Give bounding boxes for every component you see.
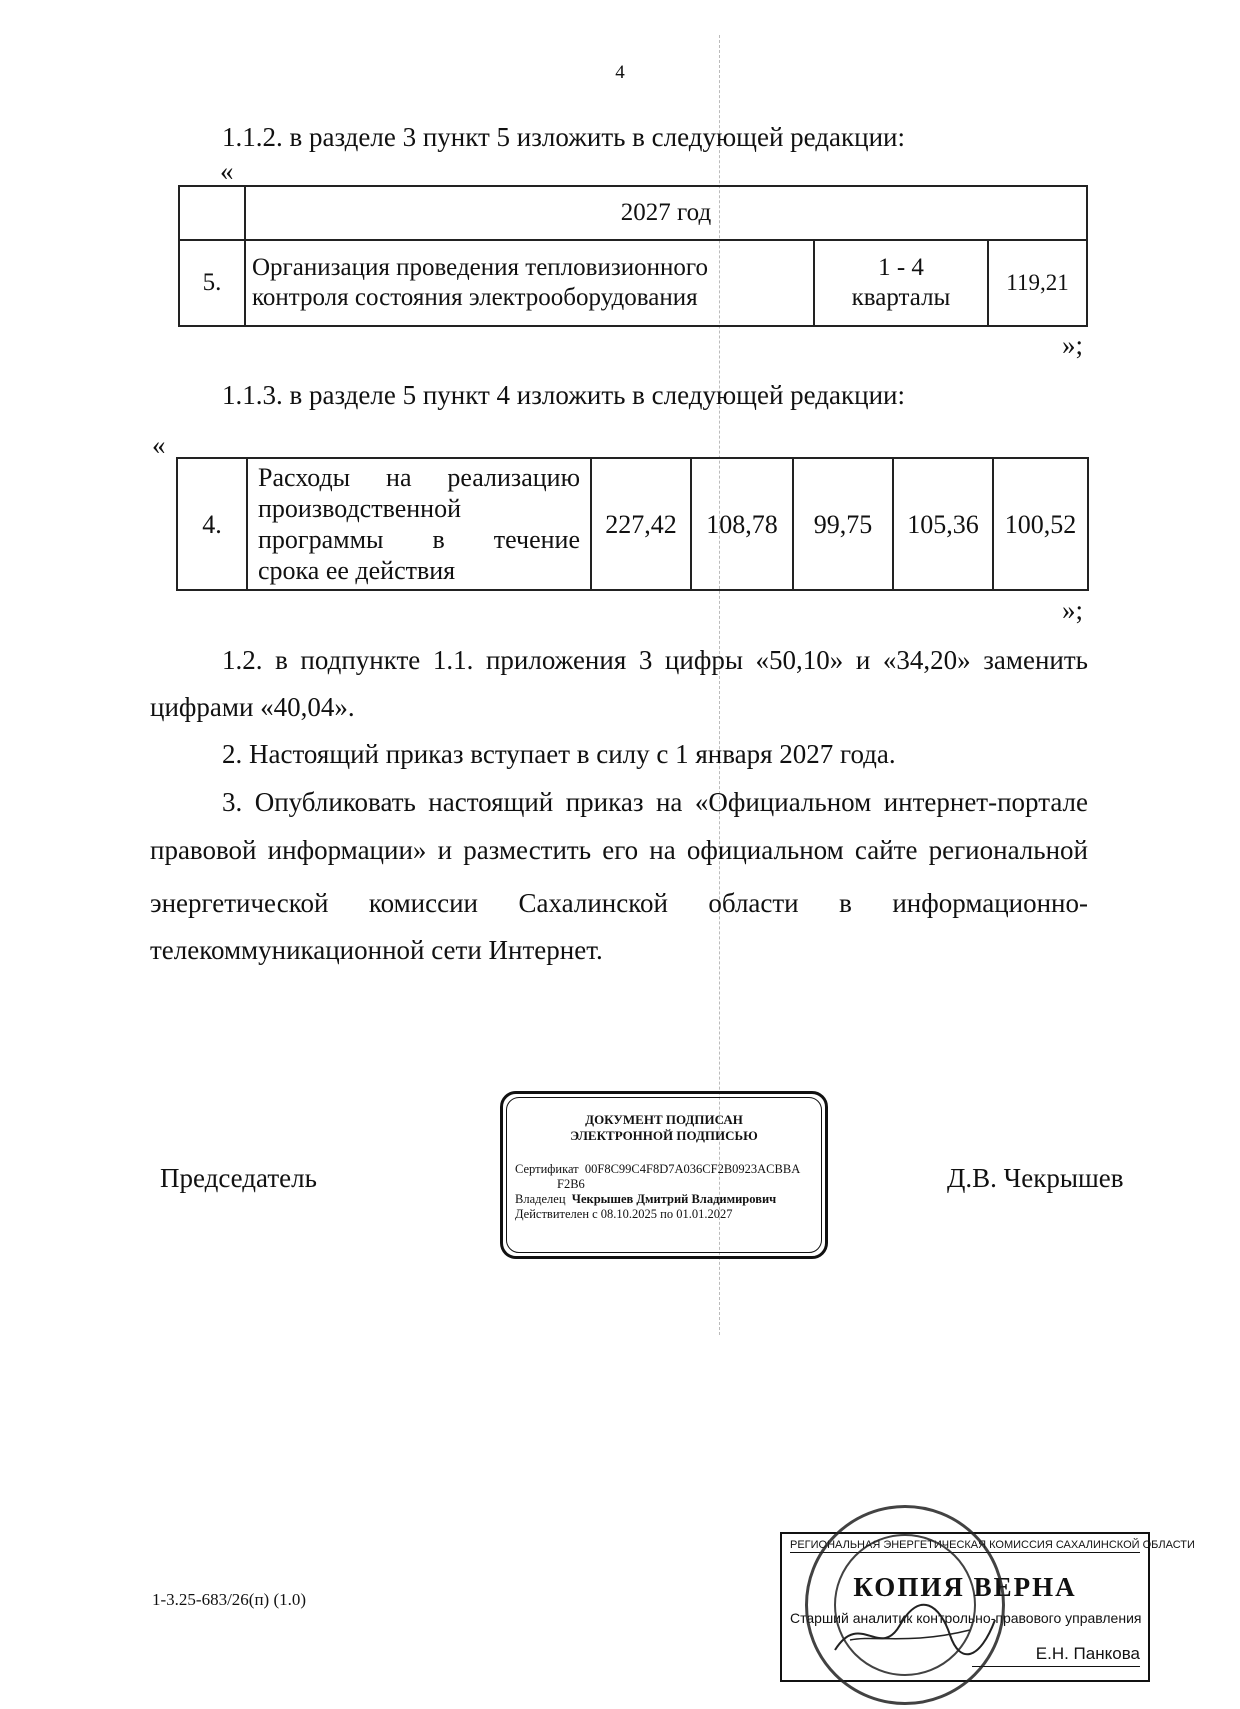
certificate-label: Сертификат <box>515 1162 579 1176</box>
owner-line <box>515 1192 813 1207</box>
expense-line: Расходы на реализацию <box>258 463 580 492</box>
clause-1-1-3: 1.1.3. в разделе 5 пункт 4 изложить в следующей редакции: <box>222 380 905 410</box>
certificate-value-cont: F2B6 <box>557 1177 585 1191</box>
closing-quote: »; <box>1062 595 1084 625</box>
row-number: 5. <box>179 240 245 326</box>
copy-stamp-position: Старший аналитик контрольно-правового управления <box>790 1610 1142 1626</box>
value-cell: 105,36 <box>893 458 993 590</box>
table-section-3-item-5 <box>178 185 1088 327</box>
stamp-title-line: ДОКУМЕНТ ПОДПИСАН <box>585 1112 743 1127</box>
table-year-header: 2027 год <box>245 186 1087 240</box>
electronic-signature-stamp <box>500 1091 828 1259</box>
expense-line: программы в течение <box>258 525 580 554</box>
activity-line: контроля состояния электрооборудования <box>252 284 698 311</box>
period-line: 1 - 4 <box>878 254 924 281</box>
clause-3-line4: телекоммуникационной сети Интернет. <box>150 935 603 965</box>
row-period <box>814 240 988 326</box>
clause-1-2-line2: цифрами «40,04». <box>150 692 355 722</box>
value-cell: 108,78 <box>691 458 793 590</box>
copy-stamp-title: КОПИЯ ВЕРНА <box>853 1572 1077 1602</box>
clause-2: 2. Настоящий приказ вступает в силу с 1 января 2027 года. <box>222 739 896 769</box>
row-expense-name <box>247 458 591 590</box>
table-row <box>177 458 1088 590</box>
copy-stamp-name: Е.Н. Панкова <box>1035 1644 1140 1663</box>
document-code: 1-3.25-683/26(п) (1.0) <box>152 1590 307 1609</box>
validity-line: Действителен с 08.10.2025 по 01.01.2027 <box>515 1207 733 1221</box>
period-line: кварталы <box>851 284 951 311</box>
handwritten-signature-icon <box>830 1590 1000 1670</box>
owner-label: Владелец <box>515 1192 566 1206</box>
value-cell: 99,75 <box>793 458 893 590</box>
certificate-line <box>515 1162 813 1177</box>
clause-3-line2: правовой информации» и разместить его на официальном сайте региональной <box>150 835 1088 865</box>
clause-1-2-line1: 1.2. в подпункте 1.1. приложения 3 цифры «50,10» и «34,20» заменить <box>222 645 1088 675</box>
table-empty-cell <box>179 186 245 240</box>
value-cell: 100,52 <box>993 458 1088 590</box>
certificate-value: 00F8C99C4F8D7A036CF2B0923ACBBA <box>584 1162 801 1176</box>
expense-line: срока ее действия <box>258 556 456 585</box>
expense-line: производственной <box>258 494 461 523</box>
table-row <box>179 240 1087 326</box>
closing-quote: »; <box>1062 330 1084 360</box>
row-number: 4. <box>177 458 247 590</box>
opening-quote: « <box>220 156 234 186</box>
table-section-5-item-4 <box>176 457 1089 591</box>
owner-value: Чекрышев Дмитрий Владимирович <box>571 1192 777 1206</box>
activity-line: Организация проведения тепловизионного <box>252 254 708 281</box>
page-number: 4 <box>615 62 625 83</box>
signatory-name: Д.В. Чекрышев <box>947 1163 1124 1193</box>
clause-3-line3: энергетической комиссии Сахалинской области в информационно- <box>150 888 1088 918</box>
opening-quote: « <box>152 430 166 460</box>
copy-stamp-organization: РЕГИОНАЛЬНАЯ ЭНЕРГЕТИЧЕСКАЯ КОМИССИЯ САХАЛИНСКОЙ ОБЛАСТИ <box>790 1539 1195 1551</box>
clause-1-1-2: 1.1.2. в разделе 3 пункт 5 изложить в следующей редакции: <box>222 122 905 152</box>
value-cell: 227,42 <box>591 458 691 590</box>
clause-3-line1: 3. Опубликовать настоящий приказ на «Официальном интернет-портале <box>222 787 1088 817</box>
row-activity-name <box>245 240 814 326</box>
signatory-role: Председатель <box>160 1163 317 1193</box>
stamp-title-line: ЭЛЕКТРОННОЙ ПОДПИСЬЮ <box>570 1128 758 1143</box>
row-amount: 119,21 <box>988 240 1087 326</box>
